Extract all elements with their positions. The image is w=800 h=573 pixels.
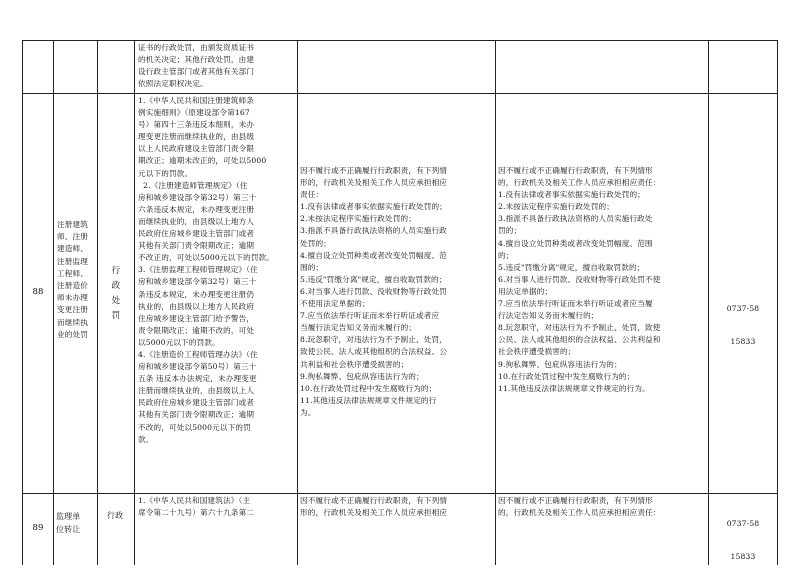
row-88-index: 88 — [32, 287, 44, 297]
row-88-legal-basis: 1.《中华人民共和国注册建筑师条 例实施细则》（原建设部令第167 号）第四十三条违反本细则，未办 理变更注册而继续执业的，由县级 以上人民政府建设主管部门责令限 期改正；逾期未改正的，可处以5000 元以下的罚款。 2.《注册建造师管理规定》（住 房和城乡建设部令第32号）第三十 六条违反本规定，未办理变更注册 而继续执业的，由县级以上地方人 民政府住房城乡建设主管部门或者 其他有关部门责令限期改正；逾期 不改正的，可处以5000元以下的罚款。 3.《注册监理工程师管理规定》（住 房和城乡建设部令第32号）第三十 条违反本规定，未办理变更注册仍 执业的，由县级以上地方人民政府 住房城乡建设主管部门给予警告， 责令限期改正；逾期不改的，可处 以5000元以下的罚款。 4.《注册造价工程师管理办法》（住 房和城乡建设部令第50号）第三十 五条 违反本办法规定，未办理变更 注册而继续执业的，由县级以上人 民政府住房城乡建设主管部门或者 其他有关部门责令限期改正；逾期 不改的，可处以5000元以下的罚 款。 — [138, 96, 275, 444]
row-88-category-text: 行 政 处 罚 — [111, 266, 121, 321]
row-89-accountability-text: 因不履行或不正确履行行政职责，有下列情形 的，行政机关及相关工作人员应承担相应责任： — [498, 496, 661, 518]
row-89-index: 89 — [32, 523, 44, 533]
row-88-accountability-text: 因不履行或不正确履行行政职责，有下列情形 的，行政机关及相关工作人员应承担相应责任： 1.没有法律或者事实依据实施行政处罚的； 2.未按法定程序实施行政处罚的； 3.指派不具备行政执法资格的人员实施行政处 罚的； 4.擅自设立处罚种类或者改变处罚幅度、范围 的； 5.违反"罚缴分离"规定，擅自收取罚款的； 6.对当事人进行罚款、没收财物等行政处罚不使 用法定单据的； 7.应当依法举行听证而未举行听证或者应当履 行法定告知义务而未履行的； 8.玩忽职守，对违法行为不予制止、处罚，致使 公民、法人或其他组织的合法权益、公共利益和 社会秩序遭受损害的； 9.徇私舞弊、包庇纵容违法行为的； 10.在行政处罚过程中发生腐败行为的； 11.其他违反法律法规规章文件规定的行为。 — [498, 166, 661, 393]
row-88-duty-text: 因不履行或不正确履行行政职责，有下列情 形的，行政机关及相关工作人员应承担相应 责任： 1.没有法律或者事实依据实施行政处罚的； 2.未按法定程序实施行政处罚的； 3.指派不具备行政执法资格的人员实施行政 处罚的； 4.擅自设立处罚种类或者改变处罚幅度、范 围的； 5.违反"罚缴分离"规定，擅自收取罚款的； 6.对当事人进行罚款、没收财物等行政处罚 不使用法定单据的； 7.应当依法举行听证而未举行听证或者应 当履行法定告知义务而未履行的； 8.玩忽职守，对违法行为不予制止、处罚， 致使公民、法人或其他组织的合法权益、公 共利益和社会秩序遭受损害的； 9.徇私舞弊、包庇纵容违法行为的； 10.在行政处罚过程中发生腐败行为的； 11.其他违反法律法规规章文件规定的行 为。 — [300, 166, 448, 417]
row-continuation-basis: 证书的行政处罚，由颁发资质证书 的机关决定；其他行政处罚，由建 设行政主管部门或者其他有关部门 依照法定职权决定。 — [138, 43, 255, 89]
row-89-phone: 0737-58 15833 — [726, 519, 760, 561]
row-89-category: 行政 — [107, 511, 124, 520]
row-88-category — [104, 264, 128, 324]
row-89-item-name: 监理单 位转让 — [56, 512, 81, 534]
row-88-phone: 0737-58 15833 — [726, 304, 760, 346]
row-89-legal-basis: 1.《中华人民共和国建筑法》（主 席令第二十九号）第六十九条第二 — [138, 496, 255, 518]
row-89-duty-text: 因不履行或不正确履行行政职责，有下列情 形的，行政机关及相关工作人员应承担相应 — [300, 496, 448, 518]
row-88-item-name: 注册建筑 师、注册 建造师、 注册监理 工程师、 注册造价 师未办理 变更注册 而继续执 业的处罚 — [57, 220, 88, 339]
